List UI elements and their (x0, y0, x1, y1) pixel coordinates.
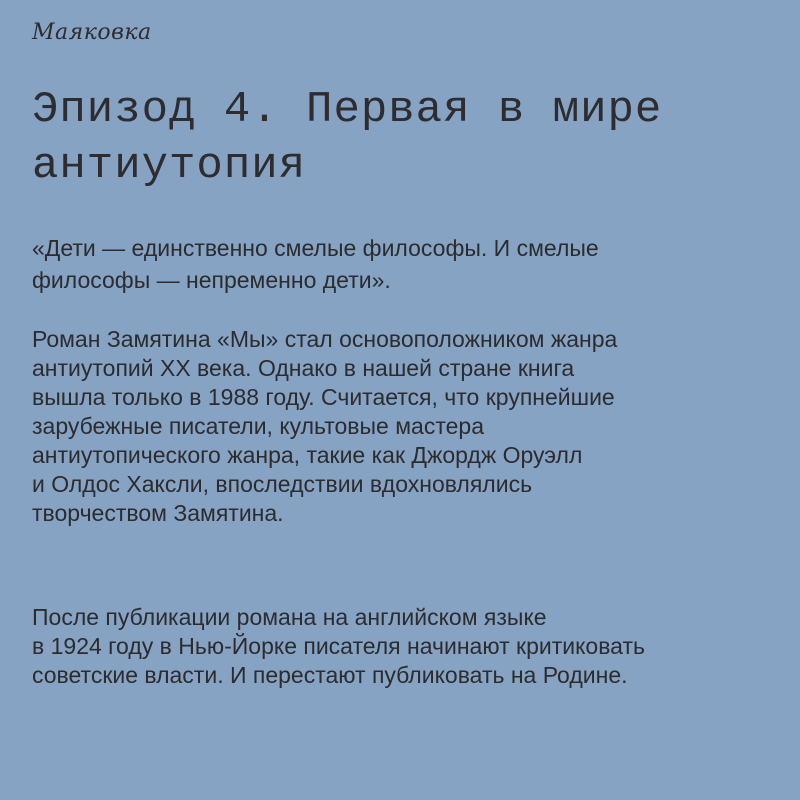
episode-title-line-2: антиутопия (32, 141, 307, 191)
paragraph-line: и Олдос Хаксли, впоследствии вдохновлялись (32, 471, 533, 497)
paragraph-line: в 1924 году в Нью-Йорке писателя начинают критиковать (32, 633, 645, 659)
paragraph-line: После публикации романа на английском языке (32, 604, 547, 630)
quote-line-2: философы — непременно дети». (32, 267, 391, 293)
quote-block (32, 232, 772, 296)
paragraph-about-publication (32, 603, 782, 690)
paragraph-line: творчеством Замятина. (32, 500, 284, 526)
paragraph-line: антиутопического жанра, такие как Джордж Оруэлл (32, 442, 583, 468)
paragraph-line: Роман Замятина «Мы» стал основоположником жанра (32, 326, 618, 352)
episode-title (32, 82, 772, 194)
quote-line-1: «Дети — единственно смелые философы. И смелые (32, 235, 599, 261)
episode-title-line-1: Эпизод 4. Первая в мире (32, 85, 663, 135)
paragraph-line: советские власти. И перестают публиковать на Родине. (32, 662, 628, 688)
paragraph-line: зарубежные писатели, культовые мастера (32, 413, 484, 439)
brand-logo: Маяковка (32, 20, 152, 45)
paragraph-about-novel (32, 325, 782, 528)
paragraph-line: антиутопий XX века. Однако в нашей стране книга (32, 355, 575, 381)
paragraph-line: вышла только в 1988 году. Считается, что крупнейшие (32, 384, 615, 410)
